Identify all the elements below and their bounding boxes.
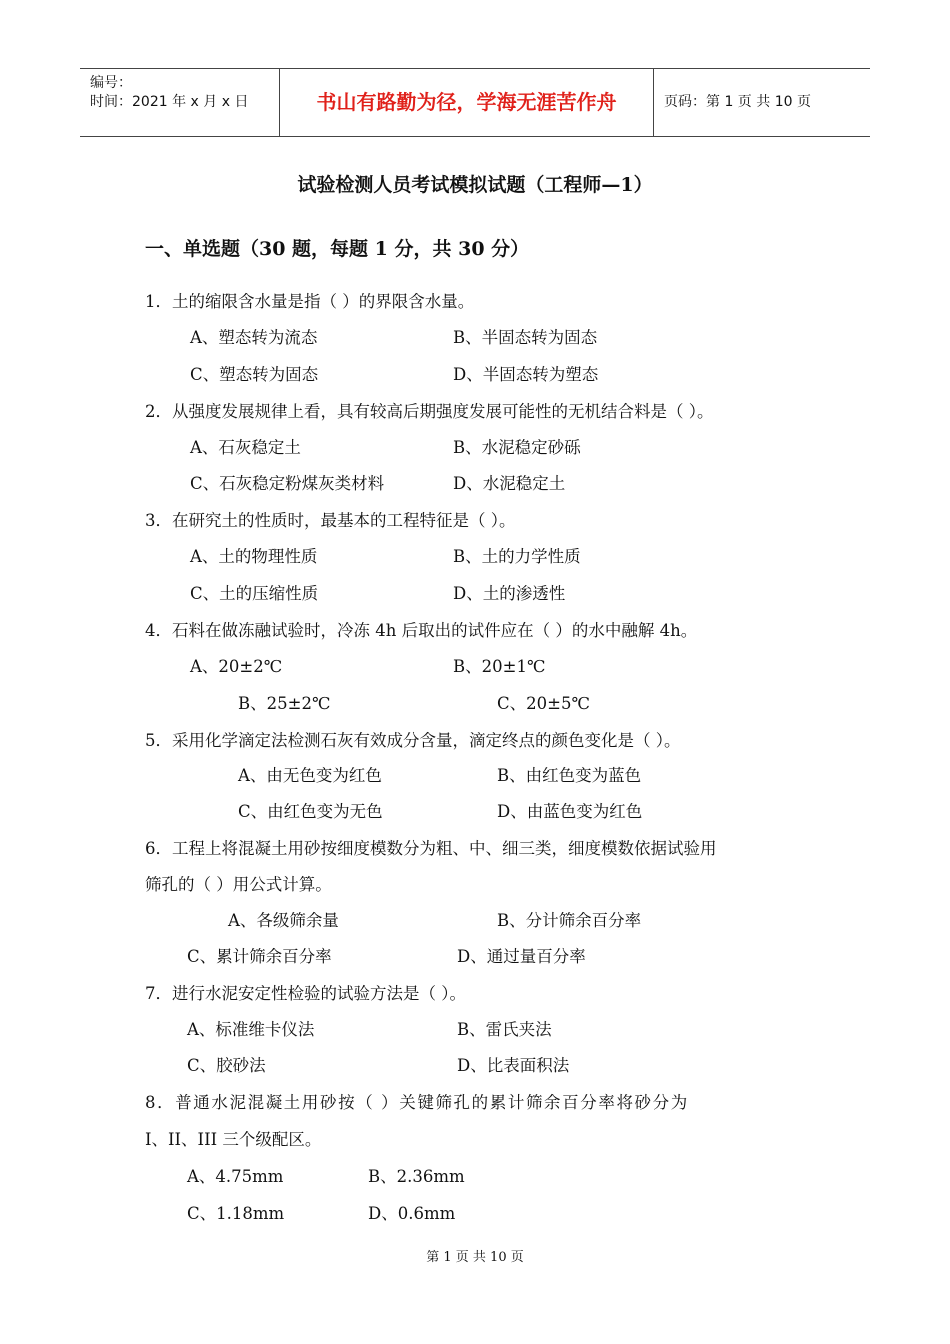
- question-option: C、累计筛余百分率: [187, 947, 332, 966]
- question-option: A、各级筛余量: [228, 911, 339, 930]
- question-option: A、标准维卡仪法: [187, 1020, 315, 1039]
- question-option: D、土的渗透性: [453, 584, 566, 603]
- question-option: C、20±5℃: [497, 694, 590, 713]
- number-label: 编号：: [90, 75, 132, 91]
- header-page-info: 页码：第 1 页 共 10 页: [664, 94, 811, 110]
- header-motto: 书山有路勤为径，学海无涯苦作舟: [280, 69, 654, 136]
- question-stem: 8．普通水泥混凝土用砂按（ ）关键筛孔的累计筛余百分率将砂分为: [145, 1093, 689, 1112]
- time-label: 时间：2021 年 x 月 x 日: [90, 94, 249, 110]
- question-option: C、石灰稳定粉煤灰类材料: [190, 474, 385, 493]
- question-option: D、半固态转为塑态: [453, 365, 599, 384]
- question-option: B、半固态转为固态: [453, 328, 598, 347]
- question-option: C、土的压缩性质: [190, 584, 319, 603]
- question-option: B、土的力学性质: [453, 547, 581, 566]
- question-stem: 1．土的缩限含水量是指（ ）的界限含水量。: [145, 292, 475, 311]
- question-option: B、水泥稳定砂砾: [453, 438, 581, 457]
- document-header: [80, 68, 870, 137]
- question-stem: 2．从强度发展规律上看，具有较高后期强度发展可能性的无机结合料是（ ）。: [145, 402, 714, 421]
- question-option: B、25±2℃: [238, 694, 331, 713]
- question-option: C、由红色变为无色: [238, 802, 383, 821]
- question-option: D、由蓝色变为红色: [497, 802, 643, 821]
- question-option: A、4.75mm: [187, 1167, 284, 1186]
- header-meta-cell: [80, 69, 280, 136]
- question-option: C、胶砂法: [187, 1056, 266, 1075]
- question-option: A、由无色变为红色: [238, 766, 382, 785]
- question-stem: 6．工程上将混凝土用砂按细度模数分为粗、中、细三类，细度模数依据试验用: [145, 839, 717, 858]
- question-option: D、通过量百分率: [457, 947, 586, 966]
- question-option: A、石灰稳定土: [190, 438, 301, 457]
- question-option: B、2.36mm: [368, 1167, 465, 1186]
- question-option: C、塑态转为固态: [190, 365, 319, 384]
- question-option: A、20±2℃: [190, 657, 283, 676]
- question-stem: 7．进行水泥安定性检验的试验方法是（ ）。: [145, 984, 466, 1003]
- document-title: 试验检测人员考试模拟试题（工程师—1）: [297, 174, 653, 196]
- question-option: D、水泥稳定土: [453, 474, 566, 493]
- question-stem-continued: 筛孔的（ ）用公式计算。: [145, 875, 332, 894]
- question-stem: 5．采用化学滴定法检测石灰有效成分含量，滴定终点的颜色变化是（ ）。: [145, 731, 681, 750]
- question-option: B、由红色变为蓝色: [497, 766, 642, 785]
- question-option: B、分计筛余百分率: [497, 911, 642, 930]
- question-option: B、20±1℃: [453, 657, 546, 676]
- question-option: B、雷氏夹法: [457, 1020, 552, 1039]
- question-option: A、土的物理性质: [190, 547, 318, 566]
- question-stem: 4．石料在做冻融试验时，冷冻 4h 后取出的试件应在（ ）的水中融解 4h。: [145, 621, 698, 640]
- question-option: A、塑态转为流态: [190, 328, 318, 347]
- question-stem-continued: I、II、III 三个级配区。: [145, 1130, 322, 1149]
- question-option: C、1.18mm: [187, 1204, 285, 1223]
- page-footer: 第 1 页 共 10 页: [426, 1250, 524, 1265]
- question-option: D、比表面积法: [457, 1056, 570, 1075]
- question-option: D、0.6mm: [368, 1204, 456, 1223]
- section-heading: 一、单选题（30 题，每题 1 分，共 30 分）: [145, 238, 530, 260]
- question-stem: 3．在研究土的性质时，最基本的工程特征是（ ）。: [145, 511, 516, 530]
